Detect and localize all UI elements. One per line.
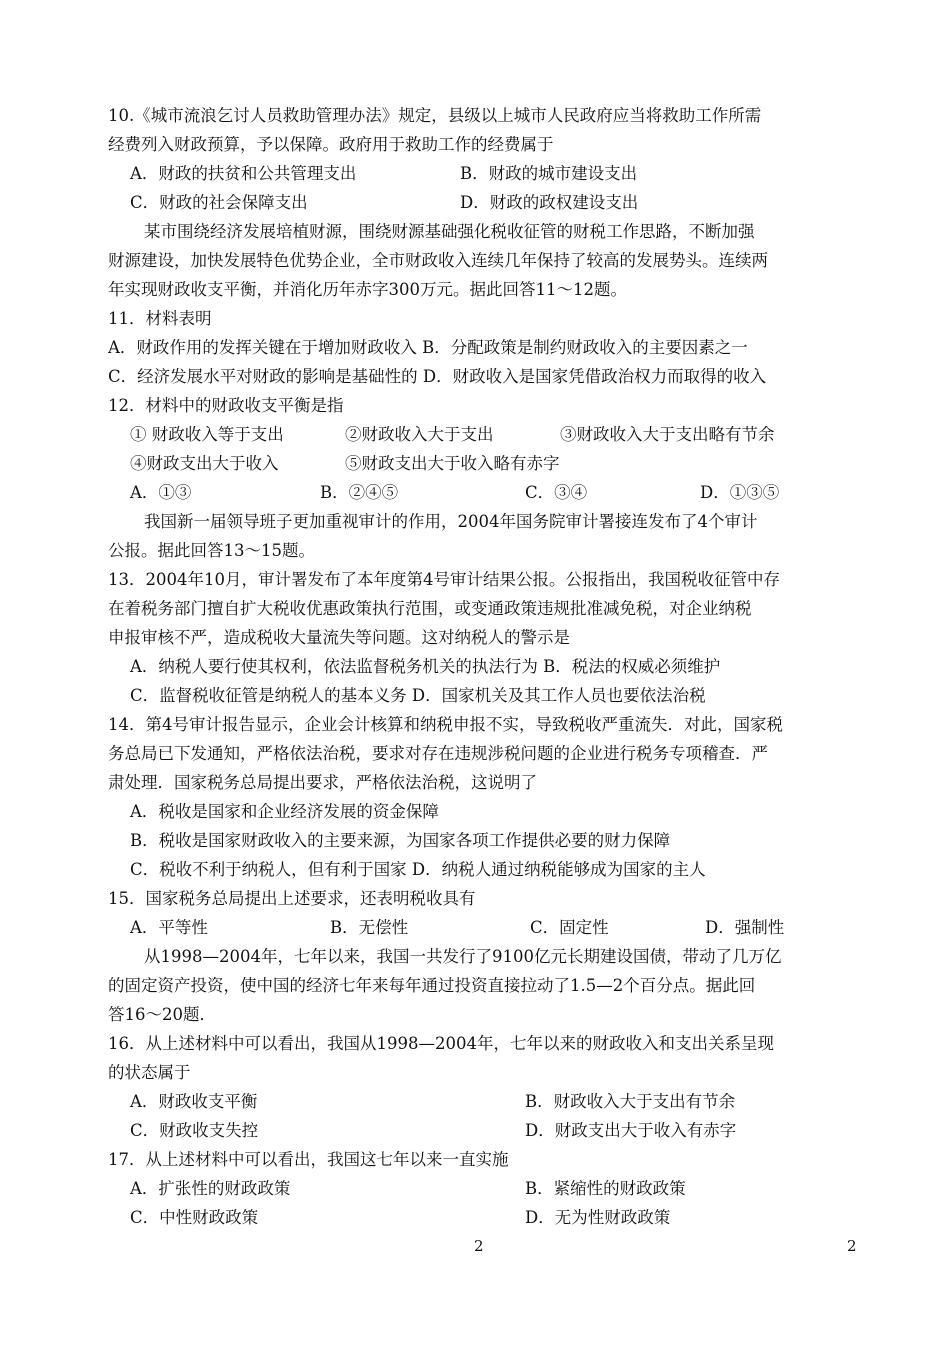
q11-stem: 11．材料表明 (108, 309, 212, 328)
q12-items-row-1 (108, 420, 860, 449)
q17-option-a: A．扩张性的财政政策 (130, 1179, 291, 1198)
q17-option-c: C．中性财政政策 (130, 1208, 259, 1227)
q12-item-3: ③财政收入大于支出略有节余 (560, 425, 775, 444)
q10-option-a: A．财政的扶贫和公共管理支出 (130, 164, 357, 183)
q16-options-row-2 (108, 1116, 860, 1145)
q15-option-d: D．强制性 (705, 918, 785, 937)
passage-3-line-3: 答16～20题． (108, 1005, 216, 1024)
q10-option-d: D．财政的政权建设支出 (460, 193, 639, 212)
passage-2-line-2: 公报。据此回答13～15题。 (108, 541, 315, 560)
q12-item-4: ④财政支出大于收入 (130, 454, 279, 473)
passage-1-line-3: 年实现财政收支平衡，并消化历年赤字300万元。据此回答11～12题。 (108, 280, 627, 299)
q17-stem: 17．从上述材料中可以看出，我国这七年以来一直实施 (108, 1150, 509, 1169)
q17-option-d: D．无为性财政政策 (525, 1208, 671, 1227)
q15-options-row (108, 913, 860, 942)
q14-option-a: A．税收是国家和企业经济发展的资金保障 (130, 802, 439, 821)
q17-options-row-1 (108, 1174, 860, 1203)
question-content (108, 101, 860, 1232)
q10-options-row-2 (108, 188, 860, 217)
q16-option-b: B．财政收入大于支出有节余 (525, 1092, 736, 1111)
q15-option-c: C．固定性 (530, 918, 609, 937)
q17-options-row-2 (108, 1203, 860, 1232)
q16-option-a: A．财政收支平衡 (130, 1092, 258, 1111)
q14-stem-line-3: 肃处理．国家税务总局提出要求，严格依法治税，这说明了 (108, 773, 537, 792)
q10-option-c: C．财政的社会保障支出 (130, 193, 308, 212)
passage-3-line-2: 的固定资产投资，使中国的经济七年来每年通过投资直接拉动了1.5—2个百分点。据此回 (108, 976, 756, 995)
q15-option-a: A．平等性 (130, 918, 208, 937)
q15-stem: 15．国家税务总局提出上述要求，还表明税收具有 (108, 889, 476, 908)
q12-item-5: ⑤财政支出大于收入略有赤字 (345, 454, 560, 473)
q10-option-b: B．财政的城市建设支出 (460, 164, 638, 183)
q12-stem: 12．材料中的财政收支平衡是指 (108, 396, 344, 415)
q12-items-row-2 (108, 449, 860, 478)
q12-option-c: C．③④ (525, 483, 588, 502)
passage-2-line-1: 我国新一届领导班子更加重视审计的作用，2004年国务院审计署接连发布了4个审计 (144, 512, 758, 531)
passage-3-line-1: 从1998—2004年，七年以来，我国一共发行了9100亿元长期建设国债，带动了几万亿 (144, 947, 782, 966)
q16-options-row-1 (108, 1087, 860, 1116)
q13-options-ab: A．纳税人要行使其权利，依法监督税务机关的执法行为 B．税法的权威必须维护 (130, 657, 721, 676)
q13-stem-line-2: 在着税务部门擅自扩大税收优惠政策执行范围，或变通政策违规批准减免税，对企业纳税 (108, 599, 752, 618)
page-number-center: 2 (474, 1237, 484, 1255)
passage-1-line-2: 财源建设，加快发展特色优势企业，全市财政收入连续几年保持了较高的发展势头。连续两 (108, 251, 768, 270)
q12-option-a: A．①③ (130, 483, 192, 502)
q14-option-b: B．税收是国家财政收入的主要来源，为国家各项工作提供必要的财力保障 (130, 831, 671, 850)
q12-option-d: D．①③⑤ (700, 483, 780, 502)
q10-stem-line-2: 经费列入财政预算，予以保障。政府用于救助工作的经费属于 (108, 135, 554, 154)
q10-stem-line-1: 10.《城市流浪乞讨人员救助管理办法》规定，县级以上城市人民政府应当将救助工作所需 (108, 106, 762, 125)
q15-option-b: B．无偿性 (330, 918, 409, 937)
q16-stem-line-1: 16．从上述材料中可以看出，我国从1998—2004年，七年以来的财政收入和支出关系呈现 (108, 1034, 774, 1053)
q14-stem-line-2: 务总局已下发通知，严格依法治税，要求对存在违规涉税问题的企业进行税务专项稽查．严 (108, 744, 768, 763)
passage-1-line-1: 某市围绕经济发展培植财源，围绕财源基础强化税收征管的财税工作思路，不断加强 (144, 222, 755, 241)
q11-options-ab: A．财政作用的发挥关键在于增加财政收入 B．分配政策是制约财政收入的主要因素之一 (108, 338, 748, 357)
q12-option-b: B．②④⑤ (320, 483, 399, 502)
q16-option-c: C．财政收支失控 (130, 1121, 259, 1140)
q12-item-2: ②财政收入大于支出 (345, 425, 494, 444)
q13-stem-line-1: 13．2004年10月，审计署发布了本年度第4号审计结果公报。公报指出，我国税收征管中存 (108, 570, 780, 589)
q17-option-b: B．紧缩性的财政政策 (525, 1179, 686, 1198)
q14-options-cd: C．税收不利于纳税人，但有利于国家 D．纳税人通过纳税能够成为国家的主人 (130, 860, 706, 879)
q16-stem-line-2: 的状态属于 (108, 1063, 191, 1082)
q12-item-1: ① 财政收入等于支出 (130, 425, 284, 444)
q13-stem-line-3: 申报审核不严，造成税收大量流失等问题。这对纳税人的警示是 (108, 628, 570, 647)
q12-options-row (108, 478, 860, 507)
q13-options-cd: C．监督税收征管是纳税人的基本义务 D．国家机关及其工作人员也要依法治税 (130, 686, 706, 705)
q11-options-cd: C．经济发展水平对财政的影响是基础性的 D．财政收入是国家凭借政治权力而取得的收入 (108, 367, 767, 386)
q14-stem-line-1: 14．第4号审计报告显示，企业会计核算和纳税申报不实，导致税收严重流失．对此，国家税 (108, 715, 783, 734)
q16-option-d: D．财政支出大于收入有赤字 (525, 1121, 737, 1140)
page-number-right: 2 (847, 1237, 857, 1255)
q10-options-row-1 (108, 159, 860, 188)
